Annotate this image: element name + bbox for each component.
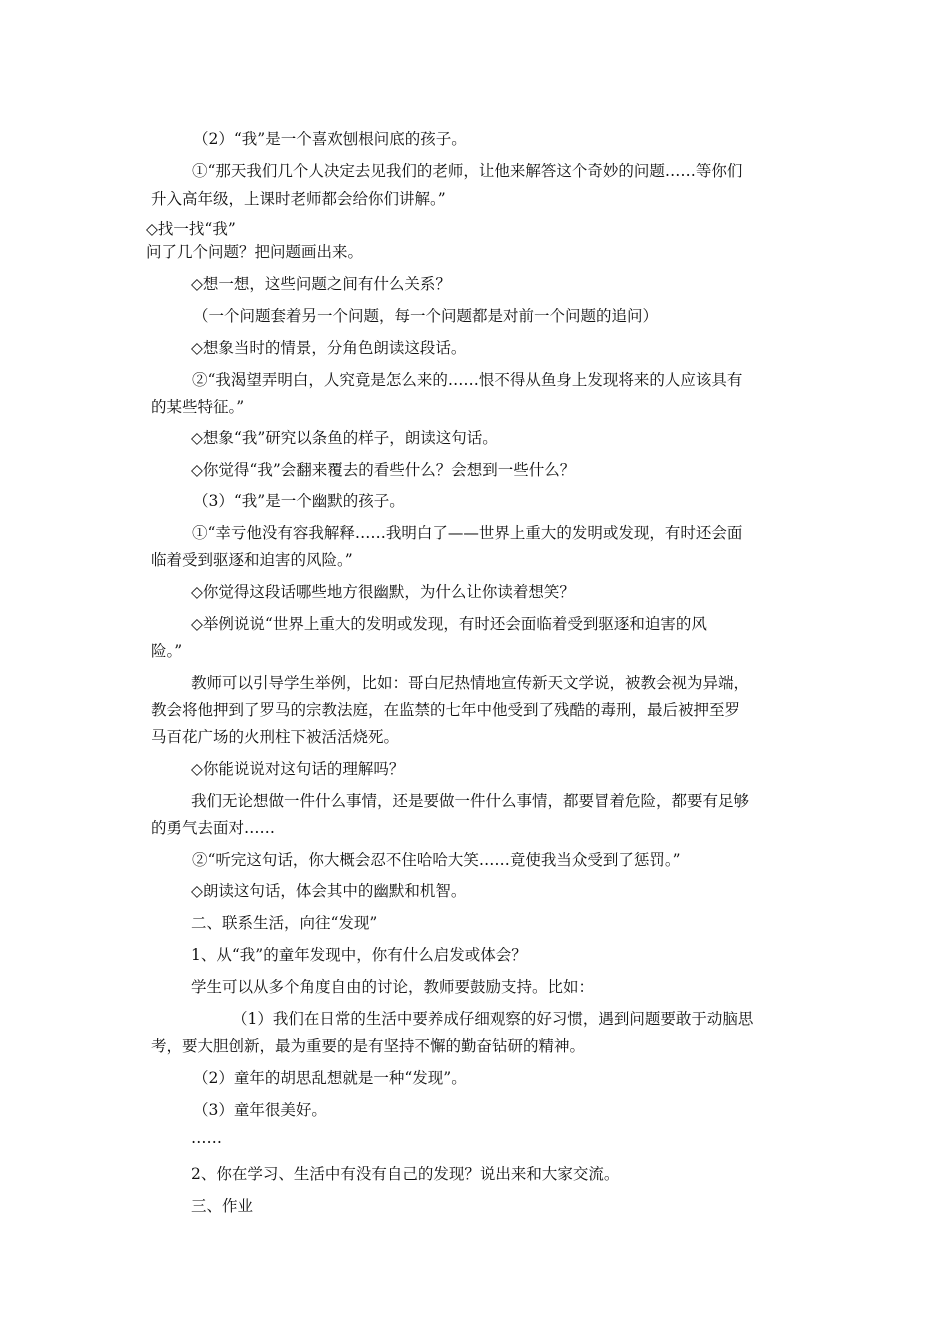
text-line: ◇举例说说“世界上重大的发明或发现，有时还会面临着受到驱逐和迫害的风 (191, 615, 707, 633)
text-line: …… (191, 1129, 222, 1147)
text-line: 升入高年级，上课时老师都会给你们讲解。” (151, 190, 446, 208)
text-line: ②“我渴望弄明白，人究竟是怎么来的……恨不得从鱼身上发现将来的人应该具有 (192, 371, 743, 389)
text-line: 的某些特征。” (151, 398, 245, 416)
text-line: 教师可以引导学生举例，比如：哥白尼热情地宣传新天文学说，被教会视为异端， (191, 674, 750, 692)
text-line: 二、联系生活，向往“发现” (191, 914, 378, 932)
text-line: 考，要大胆创新，最为重要的是有坚持不懈的勤奋钻研的精神。 (151, 1037, 586, 1055)
text-line: ◇你能说说对这句话的理解吗？ (191, 760, 405, 778)
text-line: ①“那天我们几个人决定去见我们的老师，让他来解答这个奇妙的问题……等你们 (192, 162, 743, 180)
text-line: 问了几个问题？把问题画出来。 (146, 243, 364, 261)
text-line: ◇想象当时的情景，分角色朗读这段话。 (191, 339, 467, 357)
text-line: （3）童年很美好。 (193, 1101, 327, 1119)
text-line: ◇你觉得“我”会翻来覆去的看些什么？会想到一些什么？ (191, 461, 576, 479)
text-line: 教会将他押到了罗马的宗教法庭，在监禁的七年中他受到了残酷的毒刑，最后被押至罗 (151, 701, 741, 719)
text-line: （2）“我”是一个喜欢刨根问底的孩子。 (193, 130, 467, 148)
text-line: ◇朗读这句话，体会其中的幽默和机智。 (191, 882, 467, 900)
text-line: 临着受到驱逐和迫害的风险。” (151, 551, 353, 569)
text-line: 1、从“我”的童年发现中，你有什么启发或体会？ (191, 946, 527, 964)
text-line: 我们无论想做一件什么事情，还是要做一件什么事情，都要冒着危险，都要有足够 (191, 792, 750, 810)
text-line: 学生可以从多个角度自由的讨论，教师要鼓励支持。比如： (191, 978, 595, 996)
text-line: ②“听完这句话，你大概会忍不住哈哈大笑……竟使我当众受到了惩罚。” (192, 851, 681, 869)
text-line: （1）我们在日常的生活中要养成仔细观察的好习惯，遇到问题要敢于动脑思 (232, 1010, 754, 1028)
text-line: （一个问题套着另一个问题，每一个问题都是对前一个问题的追问） (193, 307, 659, 325)
text-line: 三、作业 (191, 1197, 254, 1215)
text-line: ◇想一想，这些问题之间有什么关系？ (191, 275, 451, 293)
text-line: （3）“我”是一个幽默的孩子。 (193, 492, 405, 510)
text-line: 险。” (151, 642, 183, 660)
text-line: ◇找一找“我” (146, 220, 236, 238)
text-line: 的勇气去面对…… (151, 819, 276, 837)
text-line: ◇你觉得这段话哪些地方很幽默，为什么让你读着想笑？ (191, 583, 575, 601)
text-line: ①“幸亏他没有容我解释……我明白了——世界上重大的发明或发现，有时还会面 (192, 524, 743, 542)
text-line: （2）童年的胡思乱想就是一种“发现”。 (193, 1069, 467, 1087)
text-line: 马百花广场的火刑柱下被活活烧死。 (151, 728, 400, 746)
text-line: ◇想象“我”研究以条鱼的样子，朗读这句话。 (191, 429, 498, 447)
text-line: 2、你在学习、生活中有没有自己的发现？说出来和大家交流。 (191, 1165, 620, 1183)
